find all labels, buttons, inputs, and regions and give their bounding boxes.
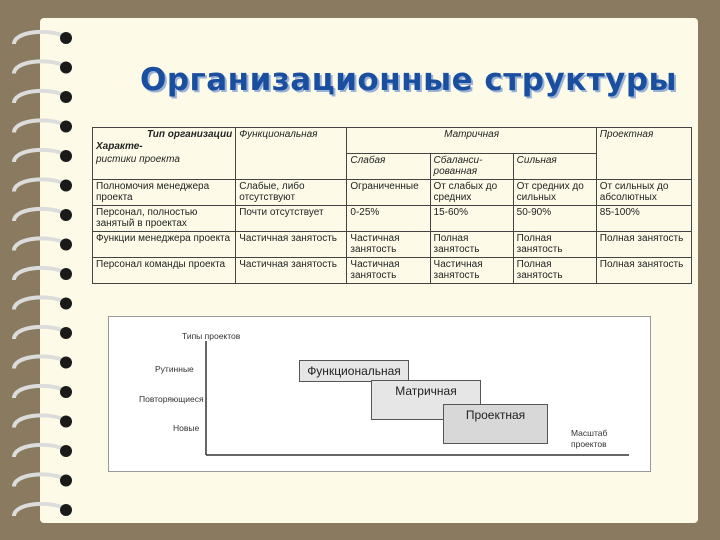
table-cell: Полная занятость (596, 231, 691, 257)
table-cell: Полная занятость (513, 231, 596, 257)
bar-project: Проектная (443, 404, 548, 444)
row-label: Персонал, полностью занятый в проектах (93, 205, 236, 231)
table-cell: Частичная занятость (236, 257, 347, 283)
table-cell: От слабых до средних (430, 179, 513, 205)
slide-title: Организационные структуры (140, 62, 678, 98)
table-cell: Слабые, либо отсутствуют (236, 179, 347, 205)
y-label-routine: Рутинные (155, 364, 194, 374)
table-cell: Полная занятость (513, 257, 596, 283)
table-cell: Частичная занятость (347, 257, 430, 283)
table-cell: 0-25% (347, 205, 430, 231)
table-cell: Полная занятость (430, 231, 513, 257)
row-label: Полномочия менеджера проекта (93, 179, 236, 205)
row-label: Персонал команды проекта (93, 257, 236, 283)
table-corner-sub: ристики проекта (93, 153, 236, 179)
header-project-empty (596, 153, 691, 179)
header-functional: Функциональная (236, 128, 347, 154)
table-row (93, 205, 692, 231)
y-label-new: Новые (173, 423, 200, 433)
sub-strong: Сильная (513, 153, 596, 179)
header-project: Проектная (596, 128, 691, 154)
header-functional-empty (236, 153, 347, 179)
table-cell: Ограниченные (347, 179, 430, 205)
spiral-binding-icon (6, 0, 76, 540)
project-types-diagram (108, 316, 651, 472)
header-matrix: Матричная (347, 128, 596, 154)
y-label-repeating: Повторяющиеся (139, 394, 204, 404)
table-row (93, 231, 692, 257)
sub-weak: Слабая (347, 153, 430, 179)
bar-functional: Функциональная (299, 360, 409, 382)
bar-matrix: Матричная (371, 380, 481, 420)
table-cell: 15-60% (430, 205, 513, 231)
table-corner: Тип организации Характе- (93, 128, 236, 154)
table-cell: От сильных до абсолютных (596, 179, 691, 205)
x-axis-label: Масштаб проектов (571, 428, 608, 449)
y-axis-title: Типы проектов (182, 331, 241, 341)
table-cell: Частичная занятость (236, 231, 347, 257)
table-cell: Полная занятость (596, 257, 691, 283)
table-cell: Почти отсутствует (236, 205, 347, 231)
table-cell: Частичная занятость (430, 257, 513, 283)
org-structures-table (92, 127, 692, 284)
table-row (93, 179, 692, 205)
table-cell: 50-90% (513, 205, 596, 231)
row-label: Функции менеджера проекта (93, 231, 236, 257)
table-row (93, 257, 692, 283)
table-cell: 85-100% (596, 205, 691, 231)
table-cell: От средних до сильных (513, 179, 596, 205)
table-cell: Частичная занятость (347, 231, 430, 257)
sub-balanced: Сбаланси- рованная (430, 153, 513, 179)
